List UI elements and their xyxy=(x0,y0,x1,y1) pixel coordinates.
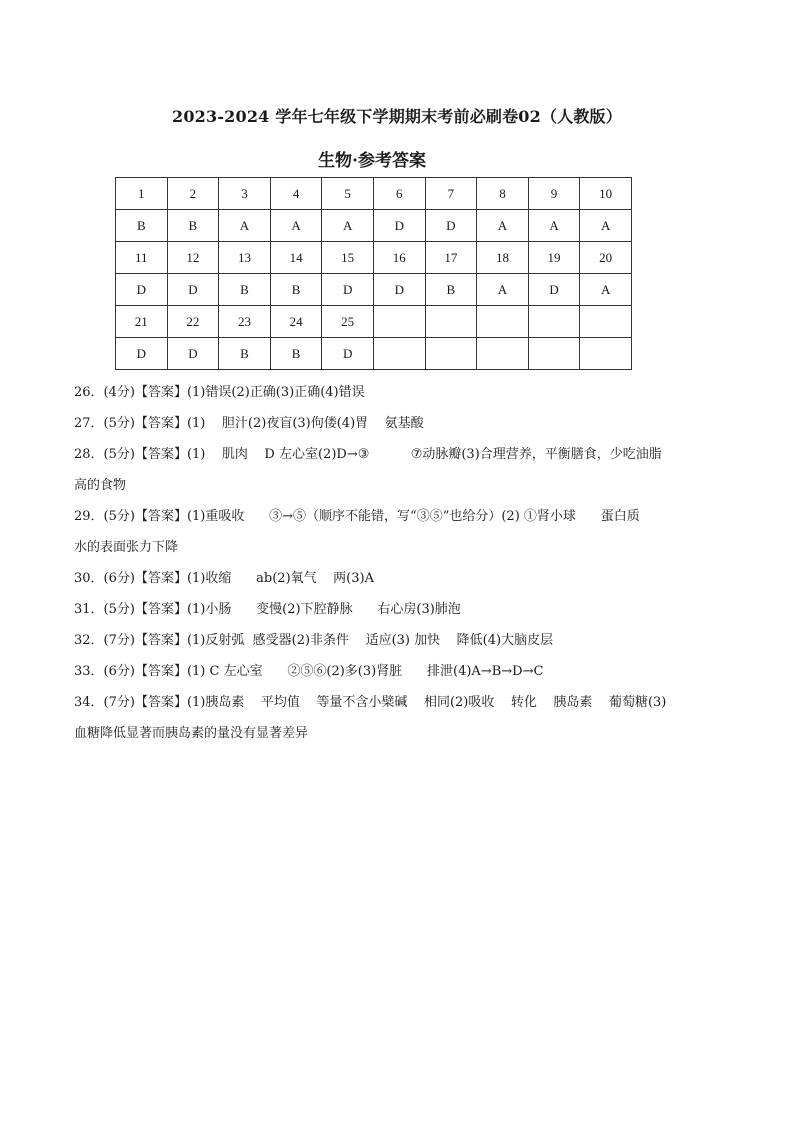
table-cell xyxy=(580,306,632,338)
table-cell: A xyxy=(477,274,529,306)
answer-line: 28．(5分)【答案】(1) 肌肉 D 左心室(2)D→③ ⑦动脉瓣(3)合理营养，平衡膳食，少吃油脂 xyxy=(74,447,662,462)
table-cell: B xyxy=(270,338,322,370)
answer-table xyxy=(115,177,632,370)
table-cell: 4 xyxy=(270,178,322,210)
answer-line: 33．(6分)【答案】(1) C 左心室 ②⑤⑥(2)多(3)肾脏 排泄(4)A→B→D→C xyxy=(74,664,544,679)
question-number-row xyxy=(116,242,632,274)
table-cell: D xyxy=(116,338,168,370)
answer-row xyxy=(116,210,632,242)
table-cell: 12 xyxy=(167,242,219,274)
table-cell: B xyxy=(219,338,271,370)
table-cell: A xyxy=(322,210,374,242)
answer-line: 30．(6分)【答案】(1)收缩 ab(2)氧气 两(3)A xyxy=(74,571,374,586)
table-cell: D xyxy=(373,274,425,306)
table-cell: D xyxy=(373,210,425,242)
answer-row xyxy=(116,338,632,370)
table-cell: B xyxy=(219,274,271,306)
table-cell xyxy=(425,338,477,370)
answer-list xyxy=(74,377,714,749)
answer-line: 血糖降低显著而胰岛素的量没有显著差异 xyxy=(74,726,309,741)
question-number-row xyxy=(116,306,632,338)
table-cell xyxy=(477,306,529,338)
table-cell: 23 xyxy=(219,306,271,338)
table-cell xyxy=(528,306,580,338)
table-cell: 17 xyxy=(425,242,477,274)
table-cell: 3 xyxy=(219,178,271,210)
answer-line: 高的食物 xyxy=(74,478,127,493)
table-cell: A xyxy=(219,210,271,242)
table-cell: 18 xyxy=(477,242,529,274)
table-cell: 9 xyxy=(528,178,580,210)
table-cell: D xyxy=(167,274,219,306)
answer-line: 27．(5分)【答案】(1) 胆汁(2)夜盲(3)佝偻(4)胃 氨基酸 xyxy=(74,416,424,431)
table-cell: D xyxy=(528,274,580,306)
table-cell: D xyxy=(116,274,168,306)
table-cell xyxy=(477,338,529,370)
table-cell: A xyxy=(580,210,632,242)
table-cell: 21 xyxy=(116,306,168,338)
answer-line: 水的表面张力下降 xyxy=(74,540,179,555)
table-cell: 8 xyxy=(477,178,529,210)
answer-line: 31．(5分)【答案】(1)小肠 变慢(2)下腔静脉 右心房(3)肺泡 xyxy=(74,602,461,617)
table-cell: D xyxy=(322,274,374,306)
table-cell xyxy=(580,338,632,370)
table-cell xyxy=(373,306,425,338)
table-cell: 15 xyxy=(322,242,374,274)
table-cell: 22 xyxy=(167,306,219,338)
table-cell: A xyxy=(580,274,632,306)
table-cell: B xyxy=(270,274,322,306)
table-cell: 11 xyxy=(116,242,168,274)
table-cell: 7 xyxy=(425,178,477,210)
table-cell: B xyxy=(116,210,168,242)
table-cell xyxy=(425,306,477,338)
table-cell xyxy=(373,338,425,370)
answer-line: 34．(7分)【答案】(1)胰岛素 平均值 等量不含小檗碱 相同(2)吸收 转化 胰岛素 葡萄糖(3) xyxy=(74,695,667,710)
table-cell: 13 xyxy=(219,242,271,274)
table-cell: 14 xyxy=(270,242,322,274)
table-cell: A xyxy=(477,210,529,242)
table-cell: 16 xyxy=(373,242,425,274)
table-cell: 24 xyxy=(270,306,322,338)
table-cell: D xyxy=(167,338,219,370)
table-cell: B xyxy=(425,274,477,306)
question-number-row xyxy=(116,178,632,210)
table-cell: A xyxy=(270,210,322,242)
table-cell: B xyxy=(167,210,219,242)
answer-row xyxy=(116,274,632,306)
answer-line: 29．(5分)【答案】(1)重吸收 ③→⑤（顺序不能错，写“③⑤”也给分）(2) ①肾小球 蛋白质 xyxy=(74,509,640,524)
table-cell: 1 xyxy=(116,178,168,210)
table-cell xyxy=(528,338,580,370)
answer-line: 32．(7分)【答案】(1)反射弧 感受器(2)非条件 适应(3) 加快 降低(4)大脑皮层 xyxy=(74,633,554,648)
table-cell: 2 xyxy=(167,178,219,210)
table-cell: 20 xyxy=(580,242,632,274)
table-cell: D xyxy=(322,338,374,370)
table-cell: 19 xyxy=(528,242,580,274)
table-cell: 6 xyxy=(373,178,425,210)
table-cell: A xyxy=(528,210,580,242)
table-cell: 10 xyxy=(580,178,632,210)
answer-line: 26．(4分)【答案】(1)错误(2)正确(3)正确(4)错误 xyxy=(74,385,365,400)
page-subtitle: 生物·参考答案 xyxy=(318,151,426,171)
page-title: 2023-2024 学年七年级下学期期末考前必刷卷02（人教版） xyxy=(172,107,622,126)
table-cell: 25 xyxy=(322,306,374,338)
table-cell: D xyxy=(425,210,477,242)
table-cell: 5 xyxy=(322,178,374,210)
